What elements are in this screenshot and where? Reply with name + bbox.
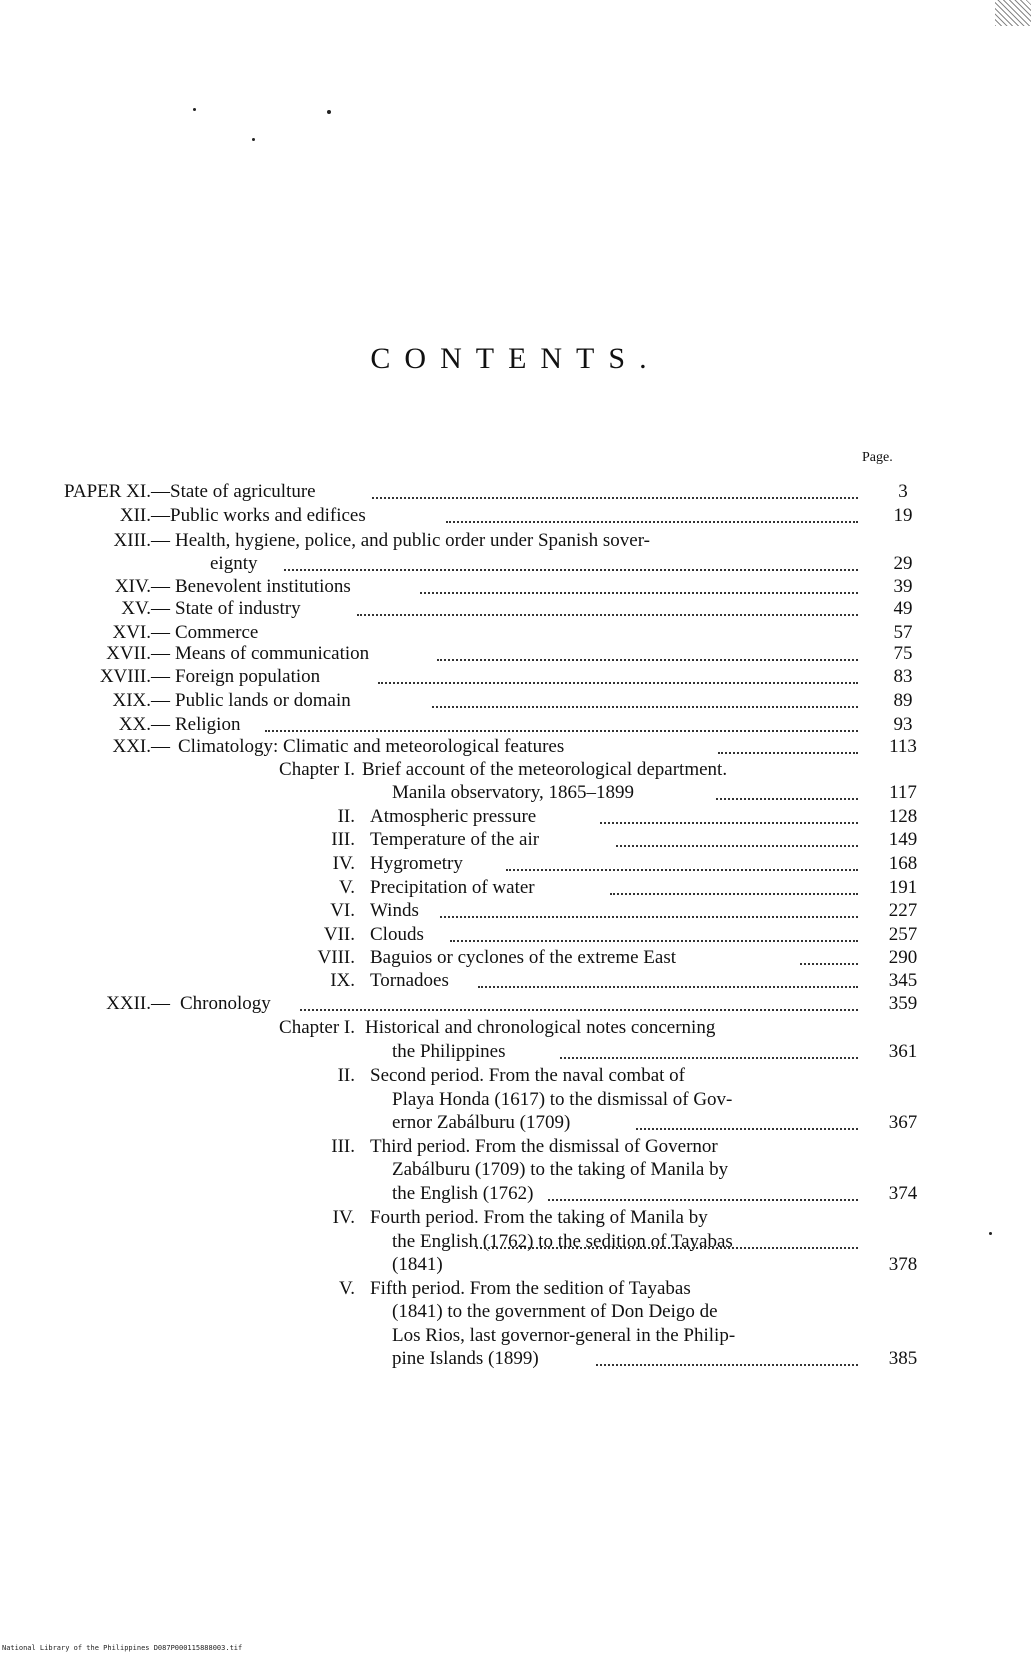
toc-entry-page: 345: [888, 970, 918, 991]
toc-entry-title: the Philippines: [392, 1041, 506, 1062]
toc-entry-page: 361: [888, 1041, 918, 1062]
toc-entry-label: III.: [331, 829, 355, 850]
toc-entry: [0, 1230, 1031, 1254]
toc-entry-title: the English (1762): [392, 1183, 534, 1204]
dotted-leader: [378, 679, 858, 684]
toc-entry: [0, 828, 1031, 852]
toc-entry-page: 19: [893, 505, 913, 526]
toc-entry-label: XIX.—: [112, 690, 170, 711]
toc-entry-page: 191: [888, 877, 918, 898]
dotted-leader: [440, 913, 858, 918]
toc-entry-title: Playa Honda (1617) to the dismissal of Gov-: [392, 1089, 733, 1110]
scan-speck: [327, 110, 331, 114]
toc-entry: [0, 689, 1031, 713]
toc-entry: [0, 665, 1031, 689]
toc-entry-title: Third period. From the dismissal of Governor: [370, 1136, 718, 1157]
toc-entry-label: XII.—: [119, 505, 170, 526]
toc-entry: [0, 1158, 1031, 1182]
toc-entry-label: XXI.—: [112, 736, 170, 757]
toc-entry-page: 149: [888, 829, 918, 850]
toc-entry-title: State of industry: [175, 598, 301, 619]
toc-entry-title: Foreign population: [175, 666, 321, 687]
page-column-header: Page.: [862, 450, 893, 465]
toc-entry: [0, 1347, 1031, 1371]
dotted-leader: [548, 1196, 858, 1201]
toc-entry-title: Benevolent institutions: [175, 576, 351, 597]
toc-entry-page: 29: [893, 553, 913, 574]
dotted-leader: [300, 1006, 858, 1011]
toc-entry: [0, 529, 1031, 553]
toc-entry: [0, 758, 1031, 782]
toc-entry-title: Climatology: Climatic and meteorological features: [178, 736, 565, 757]
toc-entry-label: XV.—: [121, 598, 170, 619]
dotted-leader: [616, 842, 858, 847]
toc-entry-title: Historical and chronological notes concerning: [365, 1017, 716, 1038]
toc-entry-label: PAPER XI.—: [64, 481, 170, 502]
toc-entry: [0, 552, 1031, 576]
dotted-leader: [284, 566, 858, 571]
toc-entry: [0, 642, 1031, 666]
toc-entry-page: 385: [888, 1348, 918, 1369]
scan-speck: [193, 108, 196, 111]
toc-entry-title: Winds: [370, 900, 419, 921]
dotted-leader: [420, 589, 858, 594]
toc-entry-page: 117: [889, 782, 917, 803]
toc-entry-label: XIII.—: [113, 530, 170, 551]
toc-entry: [0, 1206, 1031, 1230]
toc-entry-title: Public lands or domain: [175, 690, 351, 711]
toc-entry: [0, 876, 1031, 900]
toc-entry: [0, 735, 1031, 759]
toc-entry-title: pine Islands (1899): [392, 1348, 539, 1369]
toc-entry: [0, 1253, 1031, 1277]
toc-entry-title: Public works and edifices: [170, 505, 366, 526]
toc-entry-title: (1841): [392, 1254, 443, 1275]
scan-edge-noise: [995, 0, 1031, 26]
dotted-leader: [596, 1361, 858, 1366]
toc-entry: [0, 504, 1031, 528]
toc-entry: [0, 1277, 1031, 1301]
toc-entry-title: Second period. From the naval combat of: [370, 1065, 686, 1086]
toc-entry-page: 257: [888, 924, 918, 945]
toc-entry-title: Zabálburu (1709) to the taking of Manila by: [392, 1159, 729, 1180]
dotted-leader: [478, 983, 858, 988]
toc-entry: [0, 1111, 1031, 1135]
dotted-leader: [446, 518, 858, 523]
toc-entry-title: Brief account of the meteorological department.: [362, 759, 728, 780]
dotted-leader: [600, 819, 858, 824]
toc-entry-title: Los Rios, last governor-general in the Philip-: [392, 1325, 736, 1346]
toc-entry: [0, 480, 1031, 504]
toc-entry-title: Temperature of the air: [370, 829, 540, 850]
toc-entry-label: IV.: [332, 1207, 355, 1228]
toc-entry-page: 367: [888, 1112, 918, 1133]
toc-entry-title: Health, hygiene, police, and public order under Spanish sover-: [175, 530, 651, 551]
toc-entry-page: 83: [893, 666, 913, 687]
toc-entry-page: 290: [888, 947, 918, 968]
toc-entry-title: State of agriculture: [170, 481, 316, 502]
toc-entry-title: Clouds: [370, 924, 424, 945]
dotted-leader: [476, 1244, 858, 1249]
toc-entry-title: Tornadoes: [370, 970, 449, 991]
toc-entry-label: VII.: [323, 924, 355, 945]
toc-entry-page: 374: [888, 1183, 918, 1204]
toc-entry-title: ernor Zabálburu (1709): [392, 1112, 571, 1133]
toc-entry: [0, 852, 1031, 876]
dotted-leader: [636, 1125, 858, 1130]
toc-entry-label: XX.—: [118, 714, 170, 735]
toc-entry-label: Chapter I.: [279, 759, 355, 780]
toc-entry-label: II.: [337, 1065, 355, 1086]
dotted-leader: [357, 611, 858, 616]
toc-entry: [0, 713, 1031, 737]
toc-entry-page: 168: [888, 853, 918, 874]
toc-entry-page: 378: [888, 1254, 918, 1275]
toc-entry: [0, 1040, 1031, 1064]
dotted-leader: [560, 1054, 858, 1059]
toc-entry: [0, 923, 1031, 947]
toc-entry: [0, 1016, 1031, 1040]
toc-entry-page: 359: [888, 993, 918, 1014]
dotted-leader: [437, 656, 858, 661]
toc-entry-label: III.: [331, 1136, 355, 1157]
toc-entry: [0, 781, 1031, 805]
toc-entry-title: Fourth period. From the taking of Manila by: [370, 1207, 708, 1228]
toc-entry-title: Chronology: [180, 993, 271, 1014]
toc-entry-title: Precipitation of water: [370, 877, 535, 898]
toc-entry: [0, 899, 1031, 923]
toc-entry-title: eignty: [210, 553, 258, 574]
dotted-leader: [506, 866, 858, 871]
dotted-leader: [800, 960, 858, 965]
page-title: CONTENTS.: [370, 342, 661, 375]
toc-entry: [0, 1324, 1031, 1348]
toc-entry-label: XVI.—: [112, 622, 170, 643]
toc-entry-page: 128: [888, 806, 918, 827]
toc-entry-page: 227: [888, 900, 918, 921]
toc-entry-title: Baguios or cyclones of the extreme East: [370, 947, 677, 968]
toc-entry: [0, 946, 1031, 970]
toc-entry-label: V.: [338, 877, 355, 898]
scan-speck: [252, 138, 255, 141]
toc-entry-label: XIV.—: [114, 576, 170, 597]
scan-footer: National Library of the Philippines D087P000115888003.tif: [2, 1644, 243, 1652]
toc-entry-label: VI.: [330, 900, 355, 921]
dotted-leader: [450, 937, 858, 942]
dotted-leader: [610, 890, 858, 895]
toc-entry: [0, 969, 1031, 993]
toc-entry-label: IV.: [332, 853, 355, 874]
toc-entry: [0, 597, 1031, 621]
toc-entry-label: XVIII.—: [99, 666, 170, 687]
toc-entry: [0, 575, 1031, 599]
toc-entry-label: Chapter I.: [279, 1017, 355, 1038]
toc-entry-page: 39: [893, 576, 913, 597]
toc-entry-label: XVII.—: [106, 643, 170, 664]
toc-entry-title: Atmospheric pressure: [370, 806, 537, 827]
toc-entry-title: Means of communication: [175, 643, 370, 664]
toc-entry-page: 89: [893, 690, 913, 711]
toc-entry-page: 113: [889, 736, 917, 757]
toc-entry: [0, 1064, 1031, 1088]
toc-entry-label: V.: [338, 1278, 355, 1299]
dotted-leader: [716, 795, 858, 800]
toc-entry-label: IX.: [330, 970, 355, 991]
toc-entry-page: 3: [898, 481, 908, 502]
toc-entry-label: VIII.: [317, 947, 355, 968]
toc-entry-title: (1841) to the government of Don Deigo de: [392, 1301, 718, 1322]
toc-entry-title: Hygrometry: [370, 853, 463, 874]
dotted-leader: [718, 749, 858, 754]
toc-entry-title: Manila observatory, 1865–1899: [392, 782, 635, 803]
toc-entry-page: 75: [893, 643, 913, 664]
toc-entry: [0, 1300, 1031, 1324]
toc-entry-page: 49: [893, 598, 913, 619]
toc-entry-label: II.: [337, 806, 355, 827]
toc-entry: [0, 1088, 1031, 1112]
dotted-leader: [372, 494, 858, 499]
dotted-leader: [432, 703, 858, 708]
toc-entry: [0, 992, 1031, 1016]
toc-entry-label: XXII.—: [106, 993, 170, 1014]
toc-entry: [0, 1182, 1031, 1206]
toc-entry-title: Fifth period. From the sedition of Tayabas: [370, 1278, 691, 1299]
toc-entry-page: 93: [893, 714, 913, 735]
toc-entry-title: Commerce: [175, 622, 259, 643]
toc-entry: [0, 805, 1031, 829]
toc-entry: [0, 1135, 1031, 1159]
toc-entry-page: 57: [893, 622, 913, 643]
toc-entry-title: the English (1762) to the sedition of Tayabas: [392, 1231, 733, 1252]
dotted-leader: [265, 727, 858, 732]
toc-entry-title: Religion: [175, 714, 241, 735]
